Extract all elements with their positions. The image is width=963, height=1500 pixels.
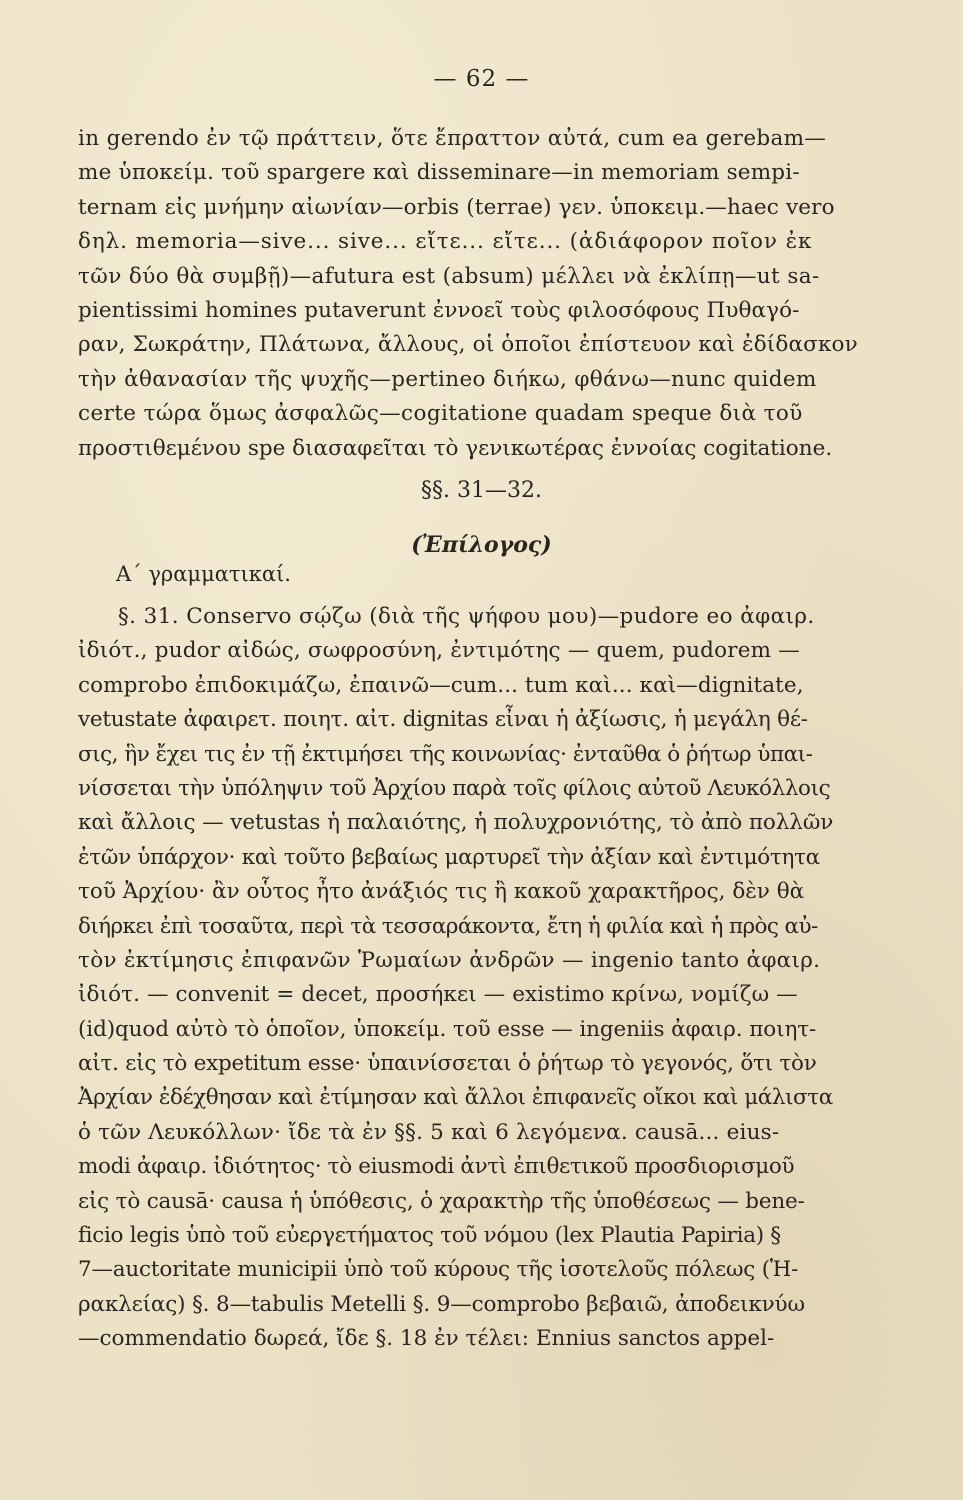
text-line: ραν, Σωκράτην, Πλάτωνα, ἄλλους, οἱ ὁποῖοι ἐπίστευον καὶ ἐδίδασκον bbox=[78, 332, 858, 358]
text-line: νίσσεται τὴν ὑπόληψιν τοῦ Ἀρχίου παρὰ τοῖς φίλοις αὐτοῦ Λευκόλλοις bbox=[78, 775, 831, 801]
text-line: vetustate ἀφαιρετ. ποιητ. αἰτ. dignitas εἶναι ἡ ἀξίωσις, ἡ μεγάλη θέ- bbox=[78, 707, 808, 733]
commentary-paragraph-1 bbox=[78, 122, 898, 466]
text-line: me ὑποκείμ. τοῦ spargere καὶ disseminare—in memoriam sempi- bbox=[78, 160, 800, 186]
text-line: τὴν ἀθανασίαν τῆς ψυχῆς—pertineo διήκω, φθάνω—nunc quidem bbox=[78, 366, 817, 392]
text-line: προστιθεμένου spe διασαφεῖται τὸ γενικωτέρας ἐννοίας cogitatione. bbox=[78, 435, 833, 461]
text-line: Ἀρχίαν ἐδέχθησαν καὶ ἐτίμησαν καὶ ἄλλοι ἐπιφανεῖς οἴκοι καὶ μάλιστα bbox=[78, 1085, 833, 1111]
text-line: δηλ. memoria—sive... sive... εἴτε... εἴτε... (ἀδιάφορον ποῖον ἐκ bbox=[78, 229, 813, 255]
text-line: ἰδιότ., pudor αἰδώς, σωφροσύνη, ἐντιμότης — quem, pudorem — bbox=[78, 638, 800, 664]
text-line: 7—auctoritate municipii ὑπὸ τοῦ κύρους τῆς ἰσοτελοῦς πόλεως (Ἡ- bbox=[78, 1257, 799, 1283]
text-line: αἰτ. εἰς τὸ expetitum esse· ὑπαινίσσεται ὁ ῥήτωρ τὸ γεγονός, ὅτι τὸν bbox=[78, 1051, 817, 1077]
section-title: (Ἐπίλογος) bbox=[411, 532, 552, 558]
text-line: τῶν δύο θὰ συμβῇ)—afutura est (absum) μέλλει νὰ ἐκλίπῃ—ut sa- bbox=[78, 263, 820, 289]
text-line: ρακλείας) §. 8—tabulis Metelli §. 9—comprobo βεβαιῶ, ἀποδεικνύω bbox=[78, 1291, 805, 1317]
text-line: §. 31. Conservo σῴζω (διὰ τῆς ψήφου μου)—pudore eo ἀφαιρ. bbox=[118, 604, 815, 629]
text-line: —commendatio δωρεά, ἴδε §. 18 ἐν τέλει: Ennius sanctos appel- bbox=[78, 1326, 775, 1352]
page-number: — 62 — bbox=[433, 66, 530, 92]
text-line: modi ἀφαιρ. ἰδιότητος· τὸ eiusmodi ἀντὶ ἐπιθετικοῦ προσδιορισμοῦ bbox=[78, 1154, 795, 1180]
text-line: εἰς τὸ causā· causa ἡ ὑπόθεσις, ὁ χαρακτὴρ τῆς ὑποθέσεως — bene- bbox=[78, 1188, 805, 1214]
text-line: σις, ἣν ἔχει τις ἐν τῇ ἐκτιμήσει τῆς κοινωνίας· ἐνταῦθα ὁ ῥήτωρ ὑπαι- bbox=[78, 741, 813, 767]
text-line: καὶ ἄλλοις — vetustas ἡ παλαιότης, ἡ πολυχρονιότης, τὸ ἀπὸ πολλῶν bbox=[78, 810, 834, 836]
text-line: τοῦ Ἀρχίου· ἂν οὗτος ἦτο ἀνάξιός τις ἢ κακοῦ χαρακτῆρος, δὲν θὰ bbox=[78, 879, 805, 905]
text-line: ἐτῶν ὑπάρχον· καὶ τοῦτο βεβαίως μαρτυρεῖ τὴν ἀξίαν καὶ ἐντιμότητα bbox=[78, 844, 820, 870]
commentary-paragraph-2 bbox=[78, 600, 898, 1357]
text-line: pientissimi homines putaverunt ἐννοεῖ τοὺς φιλοσόφους Πυθαγό- bbox=[78, 297, 800, 323]
text-line: (id)quod αὐτὸ τὸ ὁποῖον, ὑποκείμ. τοῦ esse — ingeniis ἀφαιρ. ποιητ- bbox=[78, 1016, 817, 1042]
text-line: ficio legis ὑπὸ τοῦ εὐεργετήματος τοῦ νόμου (lex Plautia Papiria) § bbox=[78, 1223, 781, 1249]
text-line: ὁ τῶν Λευκόλλων· ἴδε τὰ ἐν §§. 5 καὶ 6 λεγόμενα. causā... eius- bbox=[78, 1119, 780, 1145]
text-line: in gerendo ἐν τῷ πράττειν, ὅτε ἔπραττον αὐτά, cum ea gerebam— bbox=[78, 126, 827, 151]
text-line: διήρκει ἐπὶ τοσαῦτα, περὶ τὰ τεσσαράκοντα, ἔτη ἡ φιλία καὶ ἡ πρὸς αὐ- bbox=[78, 913, 818, 939]
text-line: ternam εἰς μνήμην αἰωνίαν—orbis (terrae) γεν. ὑποκειμ.—haec vero bbox=[78, 194, 835, 220]
text-line: ἰδιότ. — convenit = decet, προσήκει — existimo κρίνω, νομίζω — bbox=[78, 982, 798, 1008]
text-line: certe τώρα ὅμως ἀσφαλῶς—cogitatione quadam speque διὰ τοῦ bbox=[78, 401, 803, 427]
subheading: Α΄ γραμματικαί. bbox=[116, 562, 291, 586]
text-line: comprobo ἐπιδοκιμάζω, ἐπαινῶ—cum... tum καὶ... καὶ—dignitate, bbox=[78, 672, 804, 698]
text-line: τὸν ἐκτίμησις ἐπιφανῶν Ῥωμαίων ἀνδρῶν — ingenio tanto ἀφαιρ. bbox=[78, 947, 821, 973]
section-reference: §§. 31—32. bbox=[421, 478, 542, 503]
